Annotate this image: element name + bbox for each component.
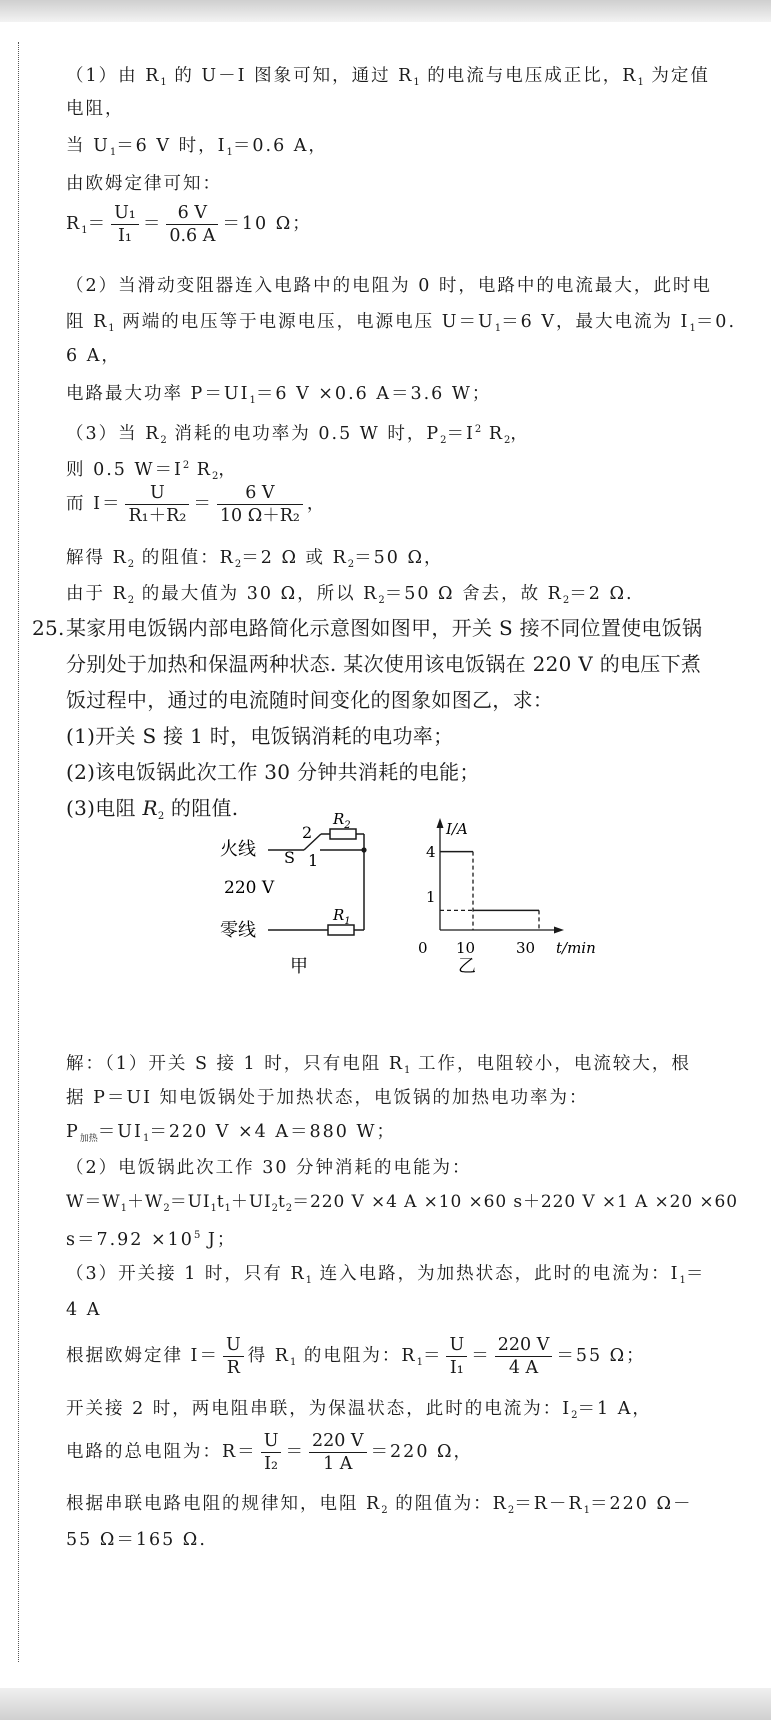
figure-caption-yi: 乙 [458, 956, 476, 977]
sol24-line-8: 6 A， [66, 346, 121, 366]
sol24-line-3: 当 $U_1=6$ V 时，$I_1=0.6$ A， [66, 136, 328, 158]
x-axis-arrow [554, 927, 564, 934]
sol25-line-5: $W=W_1+W_2=UI_1t_1+UI_2t_2=220$ V ×4 A ×10 ×60 s＋220 V ×1 A ×20 ×60 [66, 1192, 738, 1214]
question-line-1: 某家用电饭锅内部电路简化示意图如图甲，开关 S 接不同位置使电饭锅 [66, 616, 703, 640]
live-label: 火线 [220, 839, 256, 860]
sol24-line-11: 则 0.5 $W=I^2$ $R_2$， [66, 460, 238, 482]
question-part-1: (1)开关 S 接 1 时，电饭锅消耗的电功率； [66, 724, 454, 748]
question-number: 25. [32, 616, 65, 640]
sol25-line-1: 解：（1）开关 S 接 1 时，只有电阻 $R_1$ 工作，电阻较小，电流较大，根 [66, 1054, 691, 1076]
contact-1-label: 1 [308, 851, 319, 870]
document-page [0, 22, 771, 1688]
sol25-line-4: （2）电饭锅此次工作 30 分钟消耗的电能为： [66, 1158, 472, 1178]
switch-label: S [284, 848, 295, 867]
sol25-line-8: 4 A [66, 1300, 102, 1320]
sol25-line-13: 55 Ω＝165 Ω. [66, 1530, 207, 1550]
fraction: $\frac{U}{R}$ [223, 1334, 244, 1379]
sol25-line-2: 据 P＝UI 知电饭锅处于加热状态，电饭锅的加热电功率为： [66, 1088, 589, 1108]
sol24-line-6: （2）当滑动变阻器连入电路中的电阻为 0 时，电路中的电流最大，此时电 [66, 276, 712, 296]
top-page-edge [0, 0, 771, 22]
y-tick-1: 1 [426, 888, 436, 906]
sol24-line-10: （3）当 $R_2$ 消耗的电功率为 0.5 W 时，$P_2=I^2$ $R_2$， [66, 424, 530, 446]
sol24-line-7: 阻 $R_1$ 两端的电压等于电源电压，电源电压 $U=U_1=6$ V，最大电流为 $I_1=0$. [66, 312, 737, 334]
sol24-line-13: 解得 $R_2$ 的阻值：$R_2=2$ Ω 或 $R_2=50$ Ω， [66, 548, 444, 570]
fraction: $\frac{\text{U₁}}{\text{I₁}}$ [111, 202, 139, 247]
r2-label: $R_2$ [333, 810, 351, 831]
sol24-line-4: 由欧姆定律可知： [66, 174, 222, 194]
sol24-line-9: 电路最大功率 $P=UI_1=6$ V ×0.6 A＝3.6 W； [66, 384, 492, 406]
origin-label: 0 [418, 939, 428, 957]
question-part-2: (2)该电饭锅此次工作 30 分钟共消耗的电能； [66, 760, 480, 784]
junction-dot [361, 847, 366, 852]
x-tick-30: 30 [516, 939, 536, 957]
current-time-chart [420, 796, 620, 976]
x-tick-10: 10 [456, 939, 476, 957]
sol24-line-1: （1）由 $R_1$ 的 U－I 图象可知，通过 $R_1$ 的电流与电压成正比，$R_1$ 为定值 [66, 66, 710, 88]
sol25-line-7: （3）开关接 1 时，只有 $R_1$ 连入电路，为加热状态，此时的电流为：$I_1=$ [66, 1264, 706, 1286]
question-line-3: 饭过程中，通过的电流随时间变化的图象如图乙，求： [66, 688, 554, 712]
sol25-ohm-formula: 根据欧姆定律 I＝ $\frac{U}{R}$ 得 $R_1$ 的电阻为：$R_1=$ $\frac{U}{\text{I₁}}$ ＝ $\frac{220 V}{4 A}$ ＝55 Ω； [66, 1335, 646, 1378]
binding-margin-line [18, 42, 19, 1662]
fraction: $\frac{220 V}{4 A}$ [495, 1334, 553, 1379]
y-axis-arrow [437, 818, 444, 828]
fraction: $\frac{6 V}{0.6 A}$ [166, 202, 218, 247]
sol25-line-10: 开关接 2 时，两电阻串联，为保温状态，此时的电流为：$I_2=1$ A， [66, 1399, 652, 1421]
neutral-label: 零线 [220, 920, 256, 941]
fraction: $\frac{6 V}{\text{10 Ω＋R₂}}$ [217, 482, 303, 527]
question-part-3: (3)电阻 $R_2$ 的阻值. [66, 796, 239, 822]
sol25-line-12: 根据串联电路电阻的规律知，电阻 $R_2$ 的阻值为：$R_2=R-R_1=220$ Ω－ [66, 1494, 693, 1516]
contact-2-label: 2 [302, 823, 313, 842]
sol24-formula-r1: $R_1=$ $\frac{\text{U₁}}{\text{I₁}}$ ＝ $\frac{6 V}{0.6 A}$ ＝10 Ω； [66, 203, 312, 246]
y-axis-label: I/A [446, 820, 468, 838]
resistor-r2 [330, 829, 356, 839]
r1-label: $R_1$ [333, 906, 351, 927]
sol24-line-14: 由于 $R_2$ 的最大值为 30 Ω，所以 $R_2=50$ Ω 舍去，故 $R_2=2$ Ω. [66, 584, 634, 606]
circuit-diagram [220, 796, 420, 976]
x-axis-label: t/min [556, 939, 596, 957]
fraction: $\frac{U}{\text{I₂}}$ [261, 1430, 282, 1475]
sol24-line-2: 电阻， [66, 99, 125, 119]
bottom-page-edge [0, 1688, 771, 1720]
fraction: $\frac{U}{\text{R₁＋R₂}}$ [125, 482, 189, 527]
fraction: $\frac{220 V}{1 A}$ [309, 1430, 367, 1475]
sol25-line-6: $s=7.92 \times 10^5$ J； [66, 1230, 237, 1250]
voltage-label: 220 V [224, 878, 275, 898]
fraction: $\frac{U}{\text{I₁}}$ [446, 1334, 467, 1379]
sol24-formula-current: 而 I＝ $\frac{U}{\text{R₁＋R₂}}$ ＝ $\frac{6 V}{\text{10 Ω＋R₂}}$ ， [66, 483, 327, 526]
sol25-line-3: $P_{加热}=UI_1=220$ V ×4 A＝880 W； [66, 1122, 396, 1144]
sol25-total-resistance: 电路的总电阻为：R＝ $\frac{U}{\text{I₂}}$ ＝ $\frac{220 V}{1 A}$ ＝220 Ω， [66, 1431, 474, 1474]
figure-caption-jia: 甲 [290, 956, 308, 977]
y-tick-4: 4 [426, 843, 436, 861]
question-line-2: 分别处于加热和保温两种状态. 某次使用该电饭锅在 220 V 的电压下煮 [66, 652, 702, 676]
